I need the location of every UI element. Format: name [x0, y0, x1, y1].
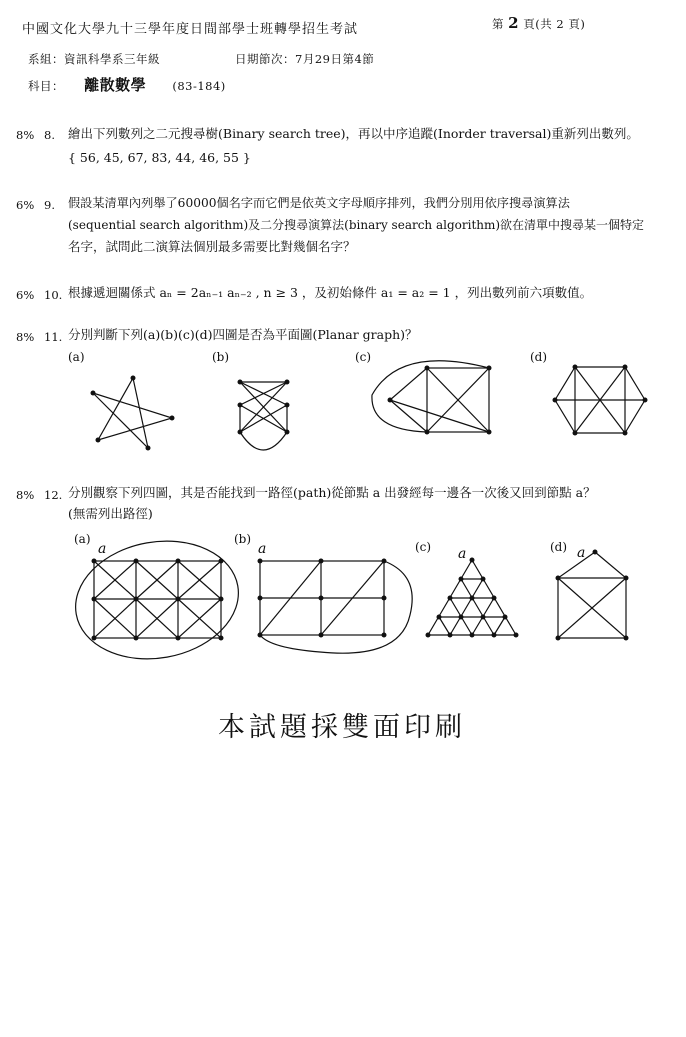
- q11-graph-c: [372, 361, 492, 435]
- q11-label-a: (a): [68, 350, 85, 364]
- duplex-print-note: 本試題採雙面印刷: [218, 712, 466, 743]
- subject-label: 科目：: [28, 79, 64, 93]
- department: 系組：資訊科學系三年級: [28, 52, 160, 66]
- page-of: 頁(共: [523, 17, 553, 31]
- q12-graph-c: [426, 546, 519, 638]
- q11-number: 11.: [44, 330, 63, 344]
- q11-graph-d: [553, 365, 648, 436]
- q9-number: 9.: [44, 198, 55, 212]
- q12-c-node-label: a: [458, 546, 467, 562]
- q11-graphs: [0, 0, 686, 460]
- q9-line2: (sequential search algorithm)及二分搜尋演算法(binary search algorithm)欲在清單中搜尋某一個特定: [68, 218, 645, 232]
- q12-label-a: (a): [74, 532, 91, 546]
- page-suffix: 頁): [568, 17, 586, 31]
- q12-b-node-label: a: [258, 541, 267, 557]
- q12-label-d: (d): [550, 540, 568, 554]
- q12-line2: (無需列出路徑): [68, 506, 153, 521]
- q8-number: 8.: [44, 128, 55, 142]
- q10-number: 10.: [44, 288, 63, 302]
- q11-percent: 8%: [16, 330, 35, 344]
- q12-number: 12.: [44, 488, 63, 502]
- q12-graph-d: [556, 545, 629, 641]
- q9-line1: 假設某清單內列舉了60000個名字而它們是依英文字母順序排列，我們分別用依序搜尋演算法: [68, 196, 570, 210]
- q12-label-c: (c): [415, 540, 432, 554]
- page-number: 2: [508, 14, 520, 32]
- q12-a-node-label: a: [98, 541, 107, 557]
- q8-percent: 8%: [16, 128, 35, 142]
- q12-graphs: [0, 520, 686, 680]
- q11-graph-b: [238, 380, 290, 451]
- q12-graph-a: [66, 529, 248, 672]
- q8-line1: 繪出下列數列之二元搜尋樹(Binary search tree)，再以中序追蹤(Inorder traversal)重新列出數列。: [68, 126, 639, 141]
- q11-label-d: (d): [530, 350, 548, 364]
- q10-line1: 根據遞迴關係式 aₙ = 2aₙ₋₁ aₙ₋₂ , n ≥ 3 ，及初始條件 a₁ = a₂ = 1 ，列出數列前六項數值。: [68, 285, 593, 300]
- q11-label-b: (b): [212, 350, 230, 364]
- schedule: 日期節次：7月29日第4節: [235, 52, 375, 66]
- q11-label-c: (c): [355, 350, 372, 364]
- q12-line1: 分別觀察下列四圖，其是否能找到一路徑(path)從節點 a 出發經每一邊各一次後又回到節點 a？: [68, 485, 596, 500]
- q9-percent: 6%: [16, 198, 35, 212]
- q11-line1: 分別判斷下列(a)(b)(c)(d)四圖是否為平面圖(Planar graph)？: [68, 327, 418, 342]
- q8-line2: { 56, 45, 67, 83, 44, 46, 55 }: [68, 150, 251, 165]
- q9-line3: 名字，試問此二演算法個別最多需要比對幾個名字？: [68, 239, 356, 254]
- q12-label-b: (b): [234, 532, 252, 546]
- page-total: 2: [556, 17, 565, 31]
- page-prefix: 第: [492, 17, 504, 31]
- q11-graph-a: [91, 376, 175, 451]
- subject-name: 離散數學: [84, 76, 147, 94]
- subject-code: (83-184): [172, 79, 226, 93]
- q12-d-node-label: a: [577, 545, 586, 561]
- q12-percent: 8%: [16, 488, 35, 502]
- q12-graph-b: [258, 541, 413, 653]
- exam-title: 中國文化大學九十三學年度日間部學士班轉學招生考試: [22, 22, 359, 37]
- q10-percent: 6%: [16, 288, 35, 302]
